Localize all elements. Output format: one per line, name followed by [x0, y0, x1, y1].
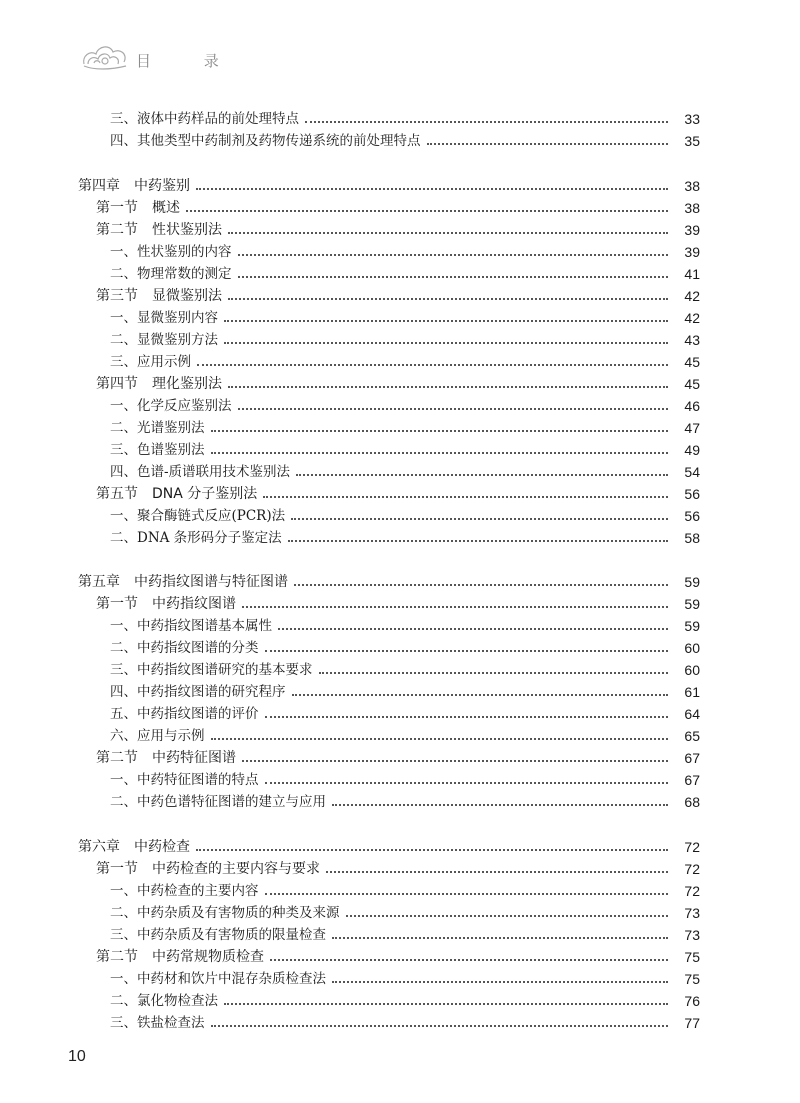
toc-label: 第一节 中药检查的主要内容与要求 [96, 861, 320, 877]
toc-item[interactable] [0, 791, 800, 811]
toc-page-number: 72 [684, 883, 700, 899]
toc-item[interactable] [0, 505, 800, 525]
dot-leader [224, 319, 668, 322]
toc-label: 一、显微鉴别内容 [110, 310, 218, 326]
toc-item[interactable] [0, 108, 800, 128]
toc-item[interactable] [0, 329, 800, 349]
header-title: 目 录 [136, 52, 243, 70]
dot-leader [228, 385, 668, 388]
dot-leader [197, 363, 668, 366]
dot-leader [305, 120, 668, 123]
toc-page-number: 33 [684, 111, 700, 127]
dot-leader [332, 980, 668, 983]
toc-page-number: 42 [684, 310, 700, 326]
toc-label: 二、中药指纹图谱的分类 [110, 640, 259, 656]
toc-label: 四、色谱-质谱联用技术鉴别法 [110, 464, 291, 480]
toc-section[interactable] [0, 197, 800, 217]
toc-item[interactable] [0, 439, 800, 459]
toc-page-number: 45 [684, 376, 700, 392]
dot-leader [291, 517, 668, 520]
toc-page-number: 67 [684, 772, 700, 788]
toc-section[interactable] [0, 946, 800, 966]
page-number: 10 [68, 1048, 86, 1065]
toc-label: 第三节 显微鉴别法 [96, 288, 222, 304]
toc-label: 三、铁盐检查法 [110, 1015, 205, 1031]
toc-label: 四、其他类型中药制剂及药物传递系统的前处理特点 [110, 133, 421, 149]
toc-page-number: 56 [684, 486, 700, 502]
toc-page-number: 59 [684, 618, 700, 634]
toc-label: 四、中药指纹图谱的研究程序 [110, 684, 286, 700]
toc-chapter[interactable] [0, 571, 800, 591]
toc-item[interactable] [0, 1012, 800, 1032]
cloud-ornament-icon [80, 40, 130, 76]
dot-leader [292, 693, 669, 696]
toc-label: 一、聚合酶链式反应(PCR)法 [110, 508, 286, 524]
dot-leader [196, 187, 668, 190]
toc-item[interactable] [0, 461, 800, 481]
toc-item[interactable] [0, 417, 800, 437]
toc-label: 一、性状鉴别的内容 [110, 244, 232, 260]
toc-item[interactable] [0, 880, 800, 900]
toc-item[interactable] [0, 130, 800, 150]
toc-label: 第一节 中药指纹图谱 [96, 596, 236, 612]
toc-label: 一、中药材和饮片中混存杂质检查法 [110, 971, 326, 987]
toc-label: 三、色谱鉴别法 [110, 442, 205, 458]
dot-leader [427, 142, 669, 145]
dot-leader [294, 583, 668, 586]
toc-page-number: 72 [684, 861, 700, 877]
toc-label: 第二节 性状鉴别法 [96, 222, 222, 238]
dot-leader [265, 892, 669, 895]
toc-item[interactable] [0, 990, 800, 1010]
dot-leader [319, 671, 669, 674]
toc-page-number: 65 [684, 728, 700, 744]
toc-label: 第二节 中药常规物质检查 [96, 949, 264, 965]
dot-leader [296, 473, 668, 476]
toc-section[interactable] [0, 593, 800, 613]
toc-label: 第五章 中药指纹图谱与特征图谱 [78, 574, 288, 590]
toc-page-number: 76 [684, 993, 700, 1009]
dot-leader [211, 451, 669, 454]
toc-page-number: 41 [684, 266, 700, 282]
toc-label: 六、应用与示例 [110, 728, 205, 744]
toc-page-number: 47 [684, 420, 700, 436]
dot-leader [242, 605, 668, 608]
dot-leader [186, 209, 668, 212]
toc-label: 二、氯化物检查法 [110, 993, 218, 1009]
toc-section[interactable] [0, 747, 800, 767]
toc-label: 第四节 理化鉴别法 [96, 376, 222, 392]
toc-page-number: 67 [684, 750, 700, 766]
toc-page-number: 49 [684, 442, 700, 458]
dot-leader [332, 936, 668, 939]
toc-page-number: 58 [684, 530, 700, 546]
toc-chapter[interactable] [0, 836, 800, 856]
toc-page-number: 75 [684, 971, 700, 987]
toc-item[interactable] [0, 637, 800, 657]
toc-item[interactable] [0, 725, 800, 745]
toc-item[interactable] [0, 615, 800, 635]
toc-label: 五、中药指纹图谱的评价 [110, 706, 259, 722]
toc-page-number: 64 [684, 706, 700, 722]
toc-label: 二、显微鉴别方法 [110, 332, 218, 348]
toc-label: 三、中药杂质及有害物质的限量检查 [110, 927, 326, 943]
toc-page-number: 54 [684, 464, 700, 480]
toc-label: 三、中药指纹图谱研究的基本要求 [110, 662, 313, 678]
dot-leader [196, 848, 668, 851]
dot-leader [346, 914, 669, 917]
toc-label: 二、中药色谱特征图谱的建立与应用 [110, 794, 326, 810]
toc-label: 第五节 DNA 分子鉴别法 [96, 486, 258, 502]
toc-item[interactable] [0, 681, 800, 701]
dot-leader [238, 407, 669, 410]
dot-leader [326, 870, 668, 873]
toc-label: 二、光谱鉴别法 [110, 420, 205, 436]
toc-page-number: 39 [684, 244, 700, 260]
toc-page-number: 59 [684, 574, 700, 590]
toc-label: 一、中药特征图谱的特点 [110, 772, 259, 788]
toc-section[interactable] [0, 285, 800, 305]
toc-label: 第一节 概述 [96, 200, 180, 216]
toc-page-number: 73 [684, 905, 700, 921]
dot-leader [270, 958, 668, 961]
dot-leader [211, 737, 669, 740]
toc-item[interactable] [0, 902, 800, 922]
dot-leader [242, 759, 668, 762]
toc-label: 二、DNA 条形码分子鉴定法 [110, 530, 282, 546]
toc-item[interactable] [0, 968, 800, 988]
toc-section[interactable] [0, 483, 800, 503]
toc-item[interactable] [0, 659, 800, 679]
toc-label: 第二节 中药特征图谱 [96, 750, 236, 766]
toc-page-number: 56 [684, 508, 700, 524]
dot-leader [224, 1002, 668, 1005]
toc-label: 一、中药指纹图谱基本属性 [110, 618, 272, 634]
toc-page-number: 38 [684, 178, 700, 194]
toc-section[interactable] [0, 858, 800, 878]
dot-leader [238, 253, 669, 256]
dot-leader [211, 429, 669, 432]
toc-page-number: 46 [684, 398, 700, 414]
toc-item[interactable] [0, 351, 800, 371]
toc-item[interactable] [0, 769, 800, 789]
toc-item[interactable] [0, 527, 800, 547]
toc-page-number: 77 [684, 1015, 700, 1031]
toc-page-number: 60 [684, 662, 700, 678]
dot-leader [263, 495, 668, 498]
toc-page-number: 60 [684, 640, 700, 656]
dot-leader [332, 803, 668, 806]
toc-item[interactable] [0, 703, 800, 723]
toc-page-number: 68 [684, 794, 700, 810]
toc-label: 一、化学反应鉴别法 [110, 398, 232, 414]
toc-label: 二、物理常数的测定 [110, 266, 232, 282]
toc-page-number: 35 [684, 133, 700, 149]
toc-item[interactable] [0, 924, 800, 944]
toc-label: 第四章 中药鉴别 [78, 178, 190, 194]
toc-section[interactable] [0, 373, 800, 393]
dot-leader [238, 275, 669, 278]
dot-leader [265, 649, 669, 652]
dot-leader [228, 231, 668, 234]
toc-page-number: 39 [684, 222, 700, 238]
toc-page-number: 75 [684, 949, 700, 965]
toc-section[interactable] [0, 219, 800, 239]
toc-page-number: 73 [684, 927, 700, 943]
toc-label: 第六章 中药检查 [78, 839, 190, 855]
toc-item[interactable] [0, 241, 800, 261]
toc-chapter[interactable] [0, 175, 800, 195]
toc-item[interactable] [0, 395, 800, 415]
toc-page-number: 43 [684, 332, 700, 348]
dot-leader [278, 627, 668, 630]
dot-leader [265, 715, 669, 718]
toc-label: 一、中药检查的主要内容 [110, 883, 259, 899]
page-header [80, 40, 380, 80]
toc-label: 二、中药杂质及有害物质的种类及来源 [110, 905, 340, 921]
toc-item[interactable] [0, 307, 800, 327]
toc-label: 三、应用示例 [110, 354, 191, 370]
toc-item[interactable] [0, 263, 800, 283]
dot-leader [224, 341, 668, 344]
toc-page-number: 38 [684, 200, 700, 216]
toc-page-number: 59 [684, 596, 700, 612]
toc-page-number: 45 [684, 354, 700, 370]
dot-leader [265, 781, 669, 784]
dot-leader [211, 1024, 669, 1027]
toc-page-number: 42 [684, 288, 700, 304]
toc-page-number: 72 [684, 839, 700, 855]
toc-label: 三、液体中药样品的前处理特点 [110, 111, 299, 127]
toc-page-number: 61 [684, 684, 700, 700]
dot-leader [228, 297, 668, 300]
dot-leader [288, 539, 668, 542]
